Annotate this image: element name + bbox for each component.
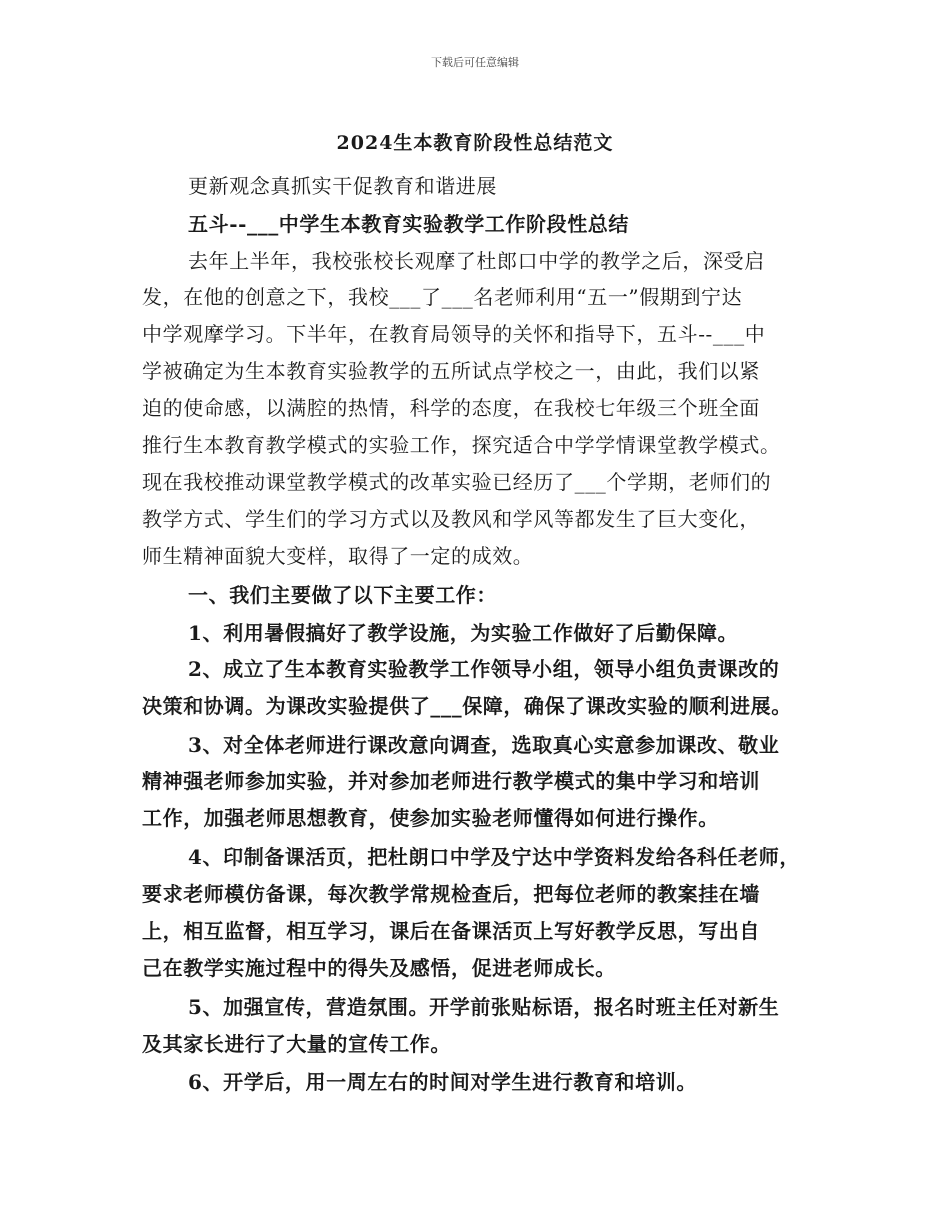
intro-line: 迫的使命感，以满腔的热情，科学的态度，在我校七年级三个班全面 xyxy=(142,396,760,420)
section-heading: 五斗--___中学生本教育实验教学工作阶段性总结 xyxy=(188,212,630,236)
list-item-3: 3、对全体老师进行课改意向调查，选取真心实意参加课改、敬业 xyxy=(188,733,780,757)
intro-line: 师生精神面貌大变样，取得了一定的成效。 xyxy=(142,544,534,568)
list-item-4-cont: 己在教学实施过程中的得失及感悟，促进老师成长。 xyxy=(142,956,616,980)
list-item-4-cont: 上，相互监督，相互学习，课后在备课活页上写好教学反思，写出自 xyxy=(142,919,760,943)
intro-line: 现在我校推动课堂教学模式的改革实验已经历了___个学期，老师们的 xyxy=(142,470,772,494)
intro-line: 教学方式、学生们的学习方式以及教风和学风等都发生了巨大变化， xyxy=(142,507,760,531)
page-header: 下载后可任意编辑 xyxy=(431,56,519,69)
list-item-6: 6、开学后，用一周左右的时间对学生进行教育和培训。 xyxy=(188,1070,697,1094)
list-item-5-cont: 及其家长进行了大量的宣传工作。 xyxy=(142,1032,451,1056)
list-item-4-cont: 要求老师模仿备课，每次教学常规检查后，把每位老师的教案挂在墙 xyxy=(142,882,760,906)
list-item-1: 1、利用暑假搞好了教学设施，为实验工作做好了后勤保障。 xyxy=(188,621,739,645)
list-item-3-cont: 工作，加强老师思想教育，使参加实验老师懂得如何进行操作。 xyxy=(142,806,719,830)
list-item-5: 5、加强宣传，营造氛围。开学前张贴标语，报名时班主任对新生 xyxy=(188,995,780,1019)
intro-line: 发，在他的创意之下，我校___了___名老师利用“五一”假期到宁达 xyxy=(142,285,743,309)
subtitle: 更新观念真抓实干促教育和谐进展 xyxy=(188,174,497,198)
section-title: 一、我们主要做了以下主要工作： xyxy=(188,583,497,607)
list-item-2-cont: 决策和协调。为课改实验提供了___保障，确保了课改实验的顺利进展。 xyxy=(142,694,792,718)
intro-line: 去年上半年，我校张校长观摩了杜郎口中学的教学之后，深受启 xyxy=(188,249,765,273)
list-item-3-cont: 精神强老师参加实验，并对参加老师进行教学模式的集中学习和培训 xyxy=(142,769,760,793)
list-item-2: 2、成立了生本教育实验教学工作领导小组，领导小组负责课改的 xyxy=(188,657,780,681)
intro-line: 学被确定为生本教育实验教学的五所试点学校之一，由此，我们以紧 xyxy=(142,359,760,383)
intro-line: 推行生本教育教学模式的实验工作，探究适合中学学情课堂教学模式。 xyxy=(142,433,781,457)
document-title: 2024生本教育阶段性总结范文 xyxy=(336,132,614,154)
intro-line: 中学观摩学习。下半年，在教育局领导的关怀和指导下，五斗--___中 xyxy=(142,322,766,346)
list-item-4: 4、印制备课活页，把杜朗口中学及宁达中学资料发给各科任老师， xyxy=(188,845,800,869)
